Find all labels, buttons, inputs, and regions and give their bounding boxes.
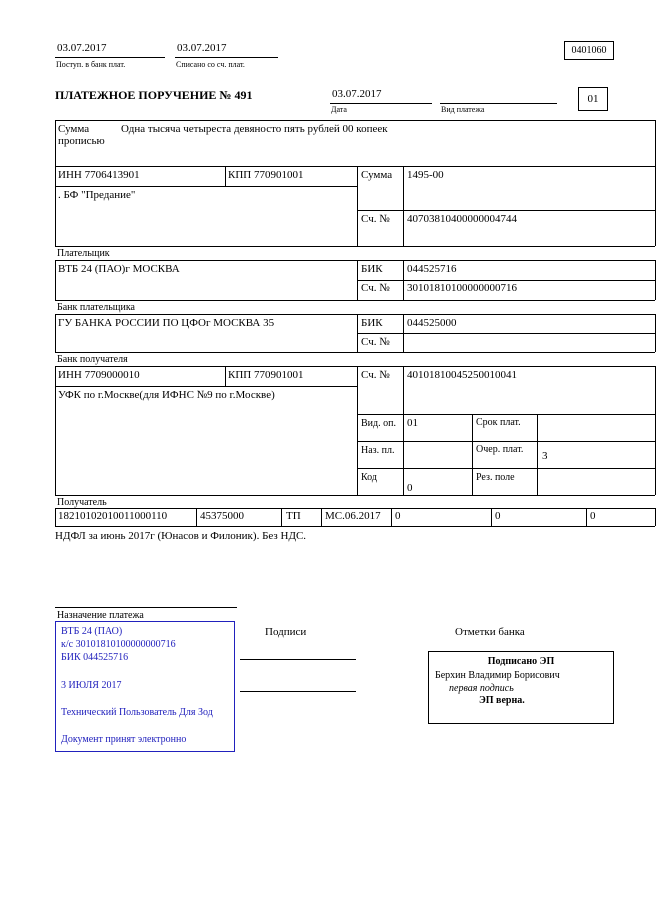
divider (330, 103, 432, 104)
received-in-bank-date: 03.07.2017 (57, 42, 107, 54)
signature-box-title: Подписано ЭП (487, 656, 555, 667)
grid-line (357, 333, 655, 334)
grid-line (655, 314, 656, 352)
grid-line (225, 366, 226, 386)
payer-account-value: 40703810400000004744 (407, 213, 517, 225)
grid-line (55, 508, 655, 509)
divider (55, 607, 237, 608)
grid-line (321, 508, 322, 526)
priority-value: 3 (542, 450, 548, 462)
payer-account-label: Сч. № (361, 213, 390, 225)
grid-line (357, 441, 655, 442)
grid-line (196, 508, 197, 526)
grid-line (537, 414, 538, 495)
grid-line (55, 120, 655, 121)
oper-type-label: Вид. оп. (361, 418, 396, 429)
signature-kind: первая подпись (449, 683, 514, 694)
tax-field-basis: ТП (286, 510, 301, 522)
bank-stamp-line: 3 ИЮЛЯ 2017 (61, 680, 122, 691)
signatures-label: Подписи (265, 626, 307, 638)
debited-from-account-date: 03.07.2017 (177, 42, 227, 54)
payer-bank-bik-value: 044525716 (407, 263, 457, 275)
tax-field-type: 0 (590, 510, 596, 522)
grid-line (55, 260, 655, 261)
grid-line (357, 314, 358, 352)
grid-line (55, 526, 655, 527)
grid-line (55, 366, 56, 495)
amount-in-words-label: Сумма прописью (58, 123, 105, 148)
grid-line (55, 386, 357, 387)
payer-bank-section-label: Банк плательщика (57, 302, 135, 313)
tax-field-doc-number: 0 (395, 510, 401, 522)
payer-inn: ИНН 7706413901 (58, 169, 140, 181)
payee-kpp: КПП 770901001 (228, 369, 304, 381)
tax-field-oktmo: 45375000 (200, 510, 244, 522)
grid-line (55, 246, 655, 247)
oper-type-value: 01 (407, 417, 418, 429)
grid-line (55, 166, 655, 167)
grid-line (357, 468, 655, 469)
payee-bank-account-label: Сч. № (361, 336, 390, 348)
reserve-field-label: Рез. поле (476, 472, 515, 483)
electronic-signature-box (428, 651, 614, 724)
grid-line (403, 260, 404, 300)
amount-in-words-value: Одна тысяча четыреста девяносто пять рублей 00 копеек (121, 123, 388, 135)
divider (175, 57, 278, 58)
grid-line (55, 495, 655, 496)
grid-line (55, 300, 655, 301)
grid-line (55, 186, 357, 187)
grid-line (357, 414, 655, 415)
payment-purpose-label: Назначение платежа (57, 610, 144, 621)
page-title: ПЛАТЕЖНОЕ ПОРУЧЕНИЕ № 491 (55, 88, 253, 102)
bank-stamp-line: ВТБ 24 (ПАО) (61, 626, 123, 637)
payer-name: . БФ "Предание" (58, 189, 136, 201)
bank-stamp (55, 621, 235, 752)
grid-line (55, 120, 56, 246)
form-code-box: 0401060 (564, 41, 614, 60)
payment-kind-label: Вид платежа (441, 105, 485, 114)
code-label: Код (361, 472, 377, 483)
grid-line (357, 210, 655, 211)
grid-line (655, 120, 656, 246)
code-value: 0 (407, 482, 413, 494)
payment-status-code-box: 01 (578, 87, 608, 111)
grid-line (55, 314, 655, 315)
priority-label: Очер. плат. (476, 444, 524, 455)
payer-bank-bik-label: БИК (361, 263, 383, 275)
payee-bank-section-label: Банк получателя (57, 354, 128, 365)
payee-bank-bik-value: 044525000 (407, 317, 457, 329)
payer-bank-account-value: 30101810100000000716 (407, 282, 517, 294)
payer-bank-name: ВТБ 24 (ПАО)г МОСКВА (58, 263, 180, 275)
tax-field-period: МС.06.2017 (325, 510, 381, 522)
tax-field-doc-date: 0 (495, 510, 501, 522)
grid-line (357, 260, 358, 300)
document-date: 03.07.2017 (332, 88, 382, 100)
grid-line (55, 260, 56, 300)
payer-section-label: Плательщик (57, 248, 110, 259)
grid-line (655, 366, 656, 495)
payee-name: УФК по г.Москве(для ИФНС №9 по г.Москве) (58, 389, 275, 401)
signature-line (240, 691, 356, 692)
payee-bank-name: ГУ БАНКА РОССИИ ПО ЦФОг МОСКВА 35 (58, 317, 275, 329)
amount-value: 1495-00 (407, 169, 444, 181)
signature-validity: ЭП верна. (479, 695, 525, 706)
grid-line (472, 414, 473, 495)
divider (55, 57, 165, 58)
grid-line (357, 366, 358, 495)
payee-section-label: Получатель (57, 497, 107, 508)
grid-line (655, 508, 656, 526)
signer-name: Берхин Владимир Борисович (435, 670, 560, 681)
amount-label: Сумма (361, 169, 393, 181)
tax-field-kbk: 18210102010011000110 (58, 510, 168, 522)
grid-line (655, 260, 656, 300)
payee-inn: ИНН 7709000010 (58, 369, 140, 381)
grid-line (281, 508, 282, 526)
grid-line (357, 166, 358, 246)
signature-line (240, 659, 356, 660)
grid-line (491, 508, 492, 526)
pay-term-label: Срок плат. (476, 417, 521, 428)
grid-line (225, 166, 226, 186)
grid-line (55, 366, 655, 367)
payee-account-label: Сч. № (361, 369, 390, 381)
grid-line (55, 314, 56, 352)
grid-line (55, 508, 56, 526)
bank-stamp-line: Технический Пользователь Для Зод (61, 707, 213, 718)
received-in-bank-label: Поступ. в банк плат. (56, 60, 126, 69)
payee-account-value: 40101810045250010041 (407, 369, 517, 381)
purpose-code-label: Наз. пл. (361, 445, 395, 456)
bank-stamp-line: к/с 30101810100000000716 (61, 639, 176, 650)
grid-line (55, 352, 655, 353)
grid-line (403, 314, 404, 352)
grid-line (391, 508, 392, 526)
divider (440, 103, 557, 104)
debited-from-account-label: Списано со сч. плат. (176, 60, 245, 69)
bank-stamp-line: БИК 044525716 (61, 652, 129, 663)
payment-purpose-text: НДФЛ за июнь 2017г (Юнасов и Филоник). Без НДС. (55, 530, 307, 542)
payer-bank-account-label: Сч. № (361, 282, 390, 294)
bank-marks-label: Отметки банка (455, 626, 525, 638)
payee-bank-bik-label: БИК (361, 317, 383, 329)
grid-line (586, 508, 587, 526)
payer-kpp: КПП 770901001 (228, 169, 304, 181)
grid-line (403, 166, 404, 246)
grid-line (357, 280, 655, 281)
date-label: Дата (331, 105, 347, 114)
grid-line (403, 366, 404, 495)
bank-stamp-line: Документ принят электронно (61, 734, 187, 745)
